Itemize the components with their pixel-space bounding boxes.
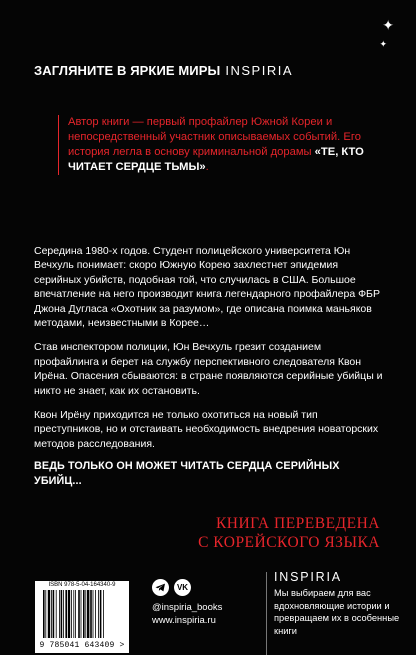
- publisher-about: Мы выбираем для вас вдохновляющие истории и превращаем их в особенные книги: [274, 588, 400, 636]
- translation-note: [0, 514, 380, 552]
- vk-icon[interactable]: VK: [174, 579, 191, 596]
- synopsis-paragraph-3: Квон Ирёну приходится не только охотиться на новый тип преступников, но и отстаивать необходимость внедрения новаторских методов расследования.: [34, 409, 379, 450]
- barcode: [35, 581, 129, 653]
- author-note-end: .: [205, 161, 209, 173]
- isbn-number: ISBN 978-5-04-164340-9: [48, 582, 116, 588]
- telegram-icon[interactable]: [152, 579, 169, 596]
- translation-line-1: КНИГА ПЕРЕВЕДЕНА: [215, 515, 380, 532]
- barcode-bars: [43, 590, 123, 638]
- drama-title: «ТЕ, КТО ЧИТАЕТ СЕРДЦЕ ТЬМЫ»: [68, 146, 364, 173]
- synopsis-paragraph-2: Став инспектором полиции, Юн Вечхуль грезит созданием профайлинга и берет на службу перспективного следователя Квон Ирёна. Опасения сбываются: в стране появляются серийные убийцы и никто не знает, как их остановить.: [34, 341, 383, 397]
- website-link[interactable]: www.inspiria.ru: [152, 615, 216, 626]
- series-brand: INSPIRIA: [225, 63, 293, 78]
- author-note-text: Автор книги — первый профайлер Южной Кореи и непосредственный участник описываемых событий. Его история легла в основу криминальной дорамы: [68, 116, 361, 158]
- tagline-text: ЗАГЛЯНИТЕ В ЯРКИЕ МИРЫ: [34, 63, 221, 78]
- publisher-brand: INSPIRIA: [274, 570, 342, 584]
- translation-line-2: С КОРЕЙСКОГО ЯЗЫКА: [198, 534, 380, 551]
- social-handle[interactable]: @inspiria_books: [152, 602, 223, 613]
- series-tagline: [34, 63, 293, 78]
- divider: [266, 572, 267, 655]
- synopsis: [34, 244, 386, 498]
- barcode-digits: 9 785041 643409 >: [39, 641, 125, 650]
- book-back-cover: ✦ ✦ ЗАГЛЯНИТЕ В ЯРКИЕ МИРЫ INSPIRIA Автор книги — первый профайлер Южной Кореи и непосредственный участник описываемых событий. Его история легла в основу криминальной дорамы «ТЕ, КТО ЧИТАЕТ СЕРДЦЕ ТЬМЫ». Середина 1980-х годов. Студент полицейского университета Юн Вечхуль понимает: скоро Южную Корею захлестнет эпидемия серийных убийств, подобная той, что случилась в США. Большое впечатление на него производит книга легендарного профайлера ФБР Джона Дугласа «Охотник за разумом», где описана поимка маньяков методами, неизвестными в Корее… Став инспектором полиции, Юн Вечхуль грезит созданием профайлинга и берет на службу перспективного следователя Квон Ирёна. Опасения сбываются: в стране появляются серийные убийцы и никто не знает, как их остановить. Квон Ирёну приходится не только охотиться на новый тип преступников, но и отстаивать необходимость внедрения новаторских методов расследования. ВЕДЬ ТОЛЬКО ОН МОЖЕТ ЧИТАТЬ СЕРДЦА СЕРИЙНЫХ УБИЙЦ... КНИГА ПЕРЕВЕДЕНА С КОРЕЙСКОГО ЯЗЫКА ISBN 978-5-04-164340-9 9 785041 643409 > VK @inspiria_books www.inspiria.ru INSPIRIA Мы выбираем для вас вдохновляющие истории и превращаем их в особенные книги: [0, 0, 416, 655]
- synopsis-paragraph-1: Середина 1980-х годов. Студент полицейского университета Юн Вечхуль понимает: скоро Южную Корею захлестнет эпидемия серийных убийств, подобная той, что случилась в США. Большое впечатление на него производит книга легендарного профайлера ФБР Джона Дугласа «Охотник за разумом», где описана поимка маньяков методами, неизвестными в Корее…: [34, 245, 380, 330]
- synopsis-tagline: ВЕДЬ ТОЛЬКО ОН МОЖЕТ ЧИТАТЬ СЕРДЦА СЕРИЙНЫХ УБИЙЦ...: [34, 460, 340, 487]
- author-note: [58, 115, 368, 175]
